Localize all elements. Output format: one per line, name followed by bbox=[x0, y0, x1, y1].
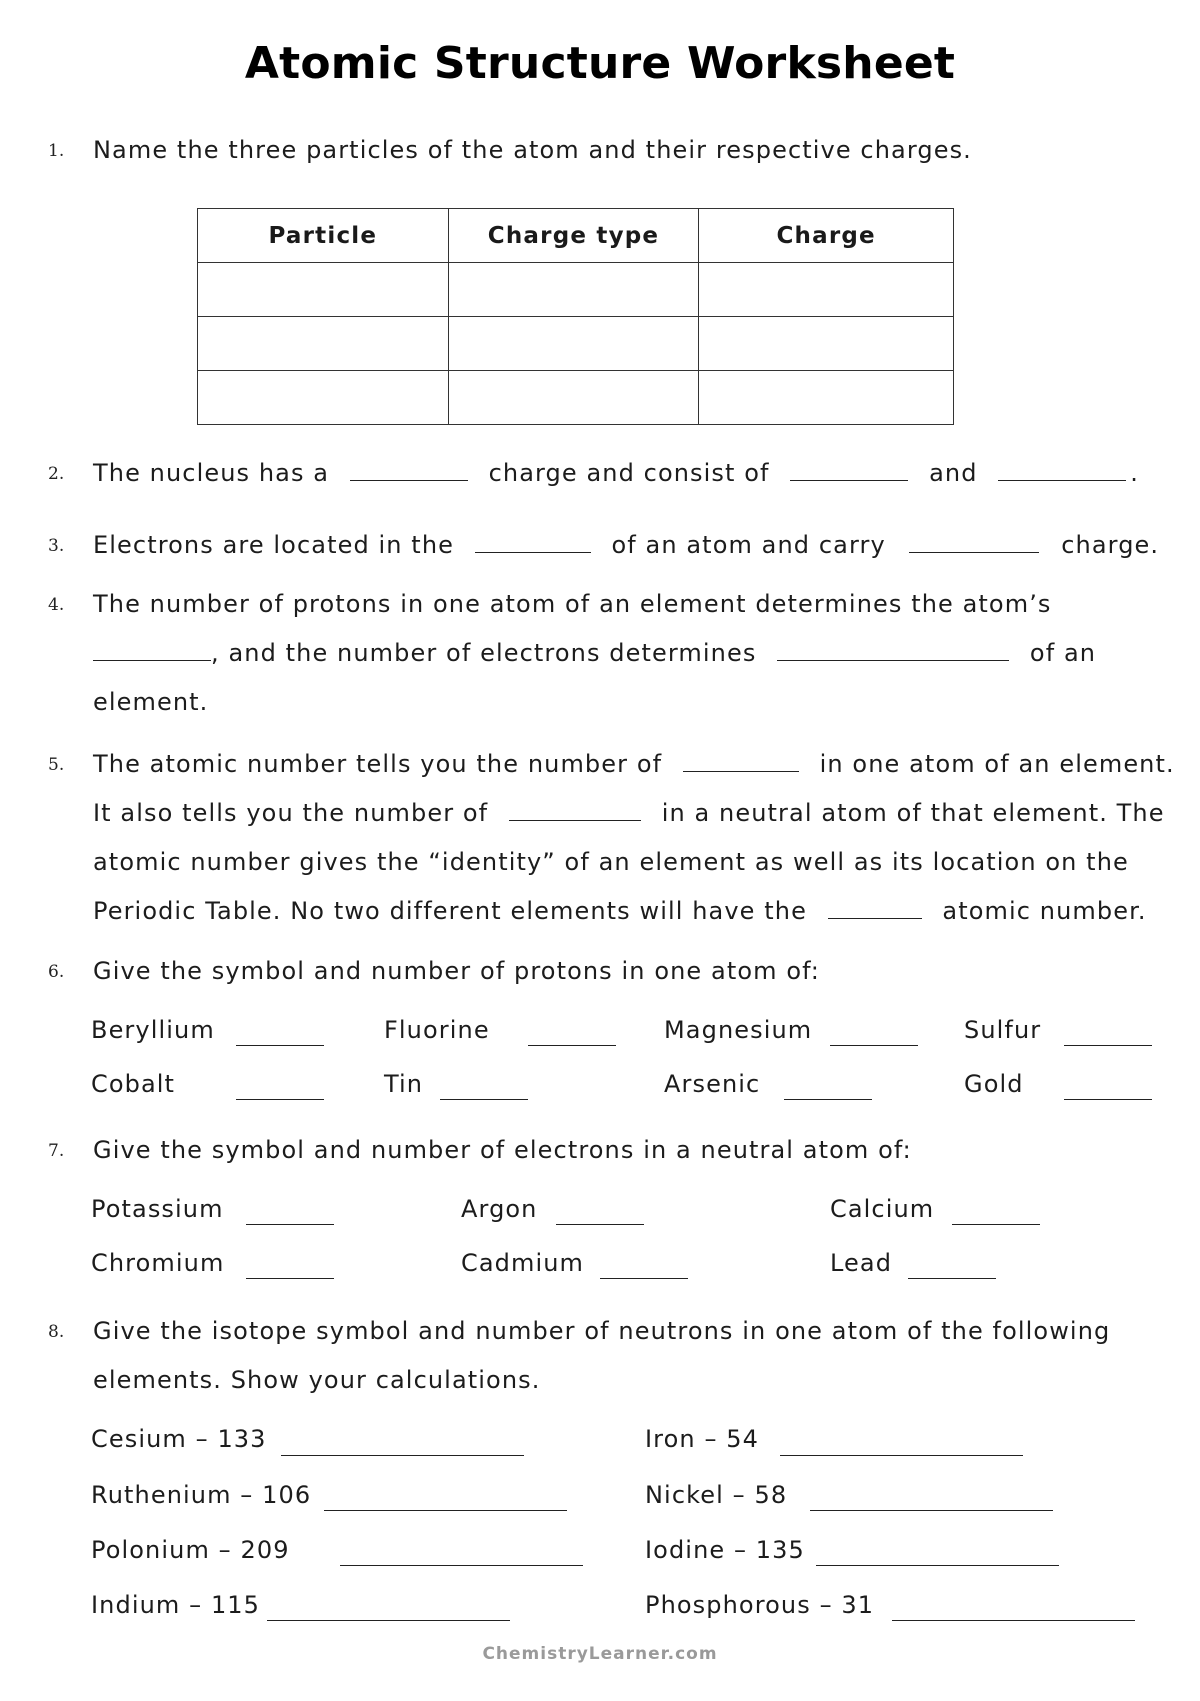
question-6-text: Give the symbol and number of protons in one atom of: bbox=[93, 957, 820, 985]
answer-blank[interactable] bbox=[790, 480, 908, 481]
question-8-line-1: Give the isotope symbol and number of neutrons in one atom of the following bbox=[93, 1317, 1111, 1345]
answer-blank[interactable] bbox=[998, 480, 1126, 481]
element-label: Beryllium bbox=[91, 1016, 215, 1044]
question-3-part-3: charge. bbox=[1061, 531, 1160, 559]
table-cell-input[interactable] bbox=[448, 317, 699, 371]
answer-blank[interactable] bbox=[246, 1224, 334, 1225]
element-label: Potassium bbox=[91, 1195, 224, 1223]
answer-blank[interactable] bbox=[246, 1278, 334, 1279]
question-5-line-1 bbox=[93, 750, 1175, 778]
answer-blank[interactable] bbox=[475, 552, 591, 553]
answer-blank[interactable] bbox=[350, 480, 468, 481]
answer-blank[interactable] bbox=[324, 1510, 567, 1511]
table-header-row bbox=[198, 209, 954, 263]
answer-blank[interactable] bbox=[236, 1045, 324, 1046]
element-label: Chromium bbox=[91, 1249, 225, 1277]
isotope-label: Iron – 54 bbox=[645, 1425, 760, 1453]
question-4-line-1: The number of protons in one atom of an element determines the atom’s bbox=[93, 590, 1052, 618]
table-cell-input[interactable] bbox=[198, 263, 449, 317]
answer-blank[interactable] bbox=[777, 660, 1009, 661]
question-4-number: 4. bbox=[48, 595, 65, 615]
answer-blank[interactable] bbox=[281, 1455, 524, 1456]
element-label: Sulfur bbox=[964, 1016, 1042, 1044]
table-header-charge-type: Charge type bbox=[448, 209, 699, 263]
question-5-line-2 bbox=[93, 799, 1165, 827]
element-label: Tin bbox=[384, 1070, 424, 1098]
question-2-number: 2. bbox=[48, 464, 65, 484]
question-5-line-4 bbox=[93, 897, 1147, 925]
element-label: Lead bbox=[830, 1249, 893, 1277]
element-label: Arsenic bbox=[664, 1070, 761, 1098]
page-title: Atomic Structure Worksheet bbox=[244, 38, 956, 89]
question-5-part-3: It also tells you the number of bbox=[93, 799, 489, 827]
question-7-text: Give the symbol and number of electrons in a neutral atom of: bbox=[93, 1136, 912, 1164]
question-5-number: 5. bbox=[48, 755, 65, 775]
isotope-label: Ruthenium – 106 bbox=[91, 1481, 312, 1509]
question-4-part-2: , and the number of electrons determines bbox=[211, 639, 757, 667]
question-4-line-3: element. bbox=[93, 688, 209, 716]
question-5-line-3: atomic number gives the “identity” of an element as well as its location on the bbox=[93, 848, 1129, 876]
question-2-part-1: The nucleus has a bbox=[93, 459, 330, 487]
question-8-line-2: elements. Show your calculations. bbox=[93, 1366, 541, 1394]
answer-blank[interactable] bbox=[1064, 1045, 1152, 1046]
question-5-part-5: Periodic Table. No two different elements will have the bbox=[93, 897, 807, 925]
answer-blank[interactable] bbox=[509, 820, 641, 821]
question-5-part-2: in one atom of an element. bbox=[819, 750, 1175, 778]
table-cell-input[interactable] bbox=[198, 371, 449, 425]
answer-blank[interactable] bbox=[93, 660, 211, 661]
isotope-label: Indium – 115 bbox=[91, 1591, 261, 1619]
question-5-part-6: atomic number. bbox=[942, 897, 1147, 925]
element-label: Gold bbox=[964, 1070, 1024, 1098]
question-8-number: 8. bbox=[48, 1322, 65, 1342]
element-label: Cadmium bbox=[461, 1249, 585, 1277]
answer-blank[interactable] bbox=[780, 1455, 1023, 1456]
element-label: Cobalt bbox=[91, 1070, 176, 1098]
answer-blank[interactable] bbox=[784, 1099, 872, 1100]
question-3-number: 3. bbox=[48, 536, 65, 556]
answer-blank[interactable] bbox=[267, 1620, 510, 1621]
table-row bbox=[198, 263, 954, 317]
answer-blank[interactable] bbox=[892, 1620, 1135, 1621]
answer-blank[interactable] bbox=[236, 1099, 324, 1100]
answer-blank[interactable] bbox=[828, 918, 922, 919]
answer-blank[interactable] bbox=[340, 1565, 583, 1566]
answer-blank[interactable] bbox=[683, 771, 799, 772]
question-2-part-2: charge and consist of bbox=[488, 459, 770, 487]
table-cell-input[interactable] bbox=[699, 263, 954, 317]
table-row bbox=[198, 317, 954, 371]
question-3-part-2: of an atom and carry bbox=[611, 531, 886, 559]
table-cell-input[interactable] bbox=[448, 263, 699, 317]
table-cell-input[interactable] bbox=[699, 371, 954, 425]
question-1-number: 1. bbox=[48, 141, 65, 161]
answer-blank[interactable] bbox=[440, 1099, 528, 1100]
question-2-part-4: . bbox=[1130, 459, 1139, 487]
table-cell-input[interactable] bbox=[448, 371, 699, 425]
question-5-part-4: in a neutral atom of that element. The bbox=[661, 799, 1165, 827]
question-4-line-2 bbox=[93, 639, 1096, 667]
table-cell-input[interactable] bbox=[699, 317, 954, 371]
answer-blank[interactable] bbox=[909, 552, 1039, 553]
element-label: Fluorine bbox=[384, 1016, 490, 1044]
answer-blank[interactable] bbox=[528, 1045, 616, 1046]
question-3-text bbox=[93, 531, 1159, 559]
table-row bbox=[198, 371, 954, 425]
question-3-part-1: Electrons are located in the bbox=[93, 531, 454, 559]
element-label: Calcium bbox=[830, 1195, 935, 1223]
isotope-label: Nickel – 58 bbox=[645, 1481, 788, 1509]
answer-blank[interactable] bbox=[600, 1278, 688, 1279]
answer-blank[interactable] bbox=[810, 1510, 1053, 1511]
question-1-text: Name the three particles of the atom and their respective charges. bbox=[93, 136, 972, 164]
table-cell-input[interactable] bbox=[198, 317, 449, 371]
isotope-label: Phosphorous – 31 bbox=[645, 1591, 875, 1619]
element-label: Magnesium bbox=[664, 1016, 813, 1044]
answer-blank[interactable] bbox=[1064, 1099, 1152, 1100]
question-2-text bbox=[93, 459, 1139, 487]
isotope-label: Polonium – 209 bbox=[91, 1536, 290, 1564]
question-7-number: 7. bbox=[48, 1141, 65, 1161]
question-2-part-3: and bbox=[929, 459, 978, 487]
question-5-part-1: The atomic number tells you the number of bbox=[93, 750, 663, 778]
table-header-charge: Charge bbox=[699, 209, 954, 263]
table-header-particle: Particle bbox=[198, 209, 449, 263]
answer-blank[interactable] bbox=[556, 1224, 644, 1225]
element-label: Argon bbox=[461, 1195, 538, 1223]
particles-table bbox=[197, 208, 954, 425]
answer-blank[interactable] bbox=[830, 1045, 918, 1046]
footer-brand: ChemistryLearner.com bbox=[482, 1644, 718, 1664]
answer-blank[interactable] bbox=[908, 1278, 996, 1279]
question-4-part-3: of an bbox=[1029, 639, 1097, 667]
question-6-number: 6. bbox=[48, 962, 65, 982]
isotope-label: Cesium – 133 bbox=[91, 1425, 267, 1453]
answer-blank[interactable] bbox=[816, 1565, 1059, 1566]
answer-blank[interactable] bbox=[952, 1224, 1040, 1225]
isotope-label: Iodine – 135 bbox=[645, 1536, 805, 1564]
